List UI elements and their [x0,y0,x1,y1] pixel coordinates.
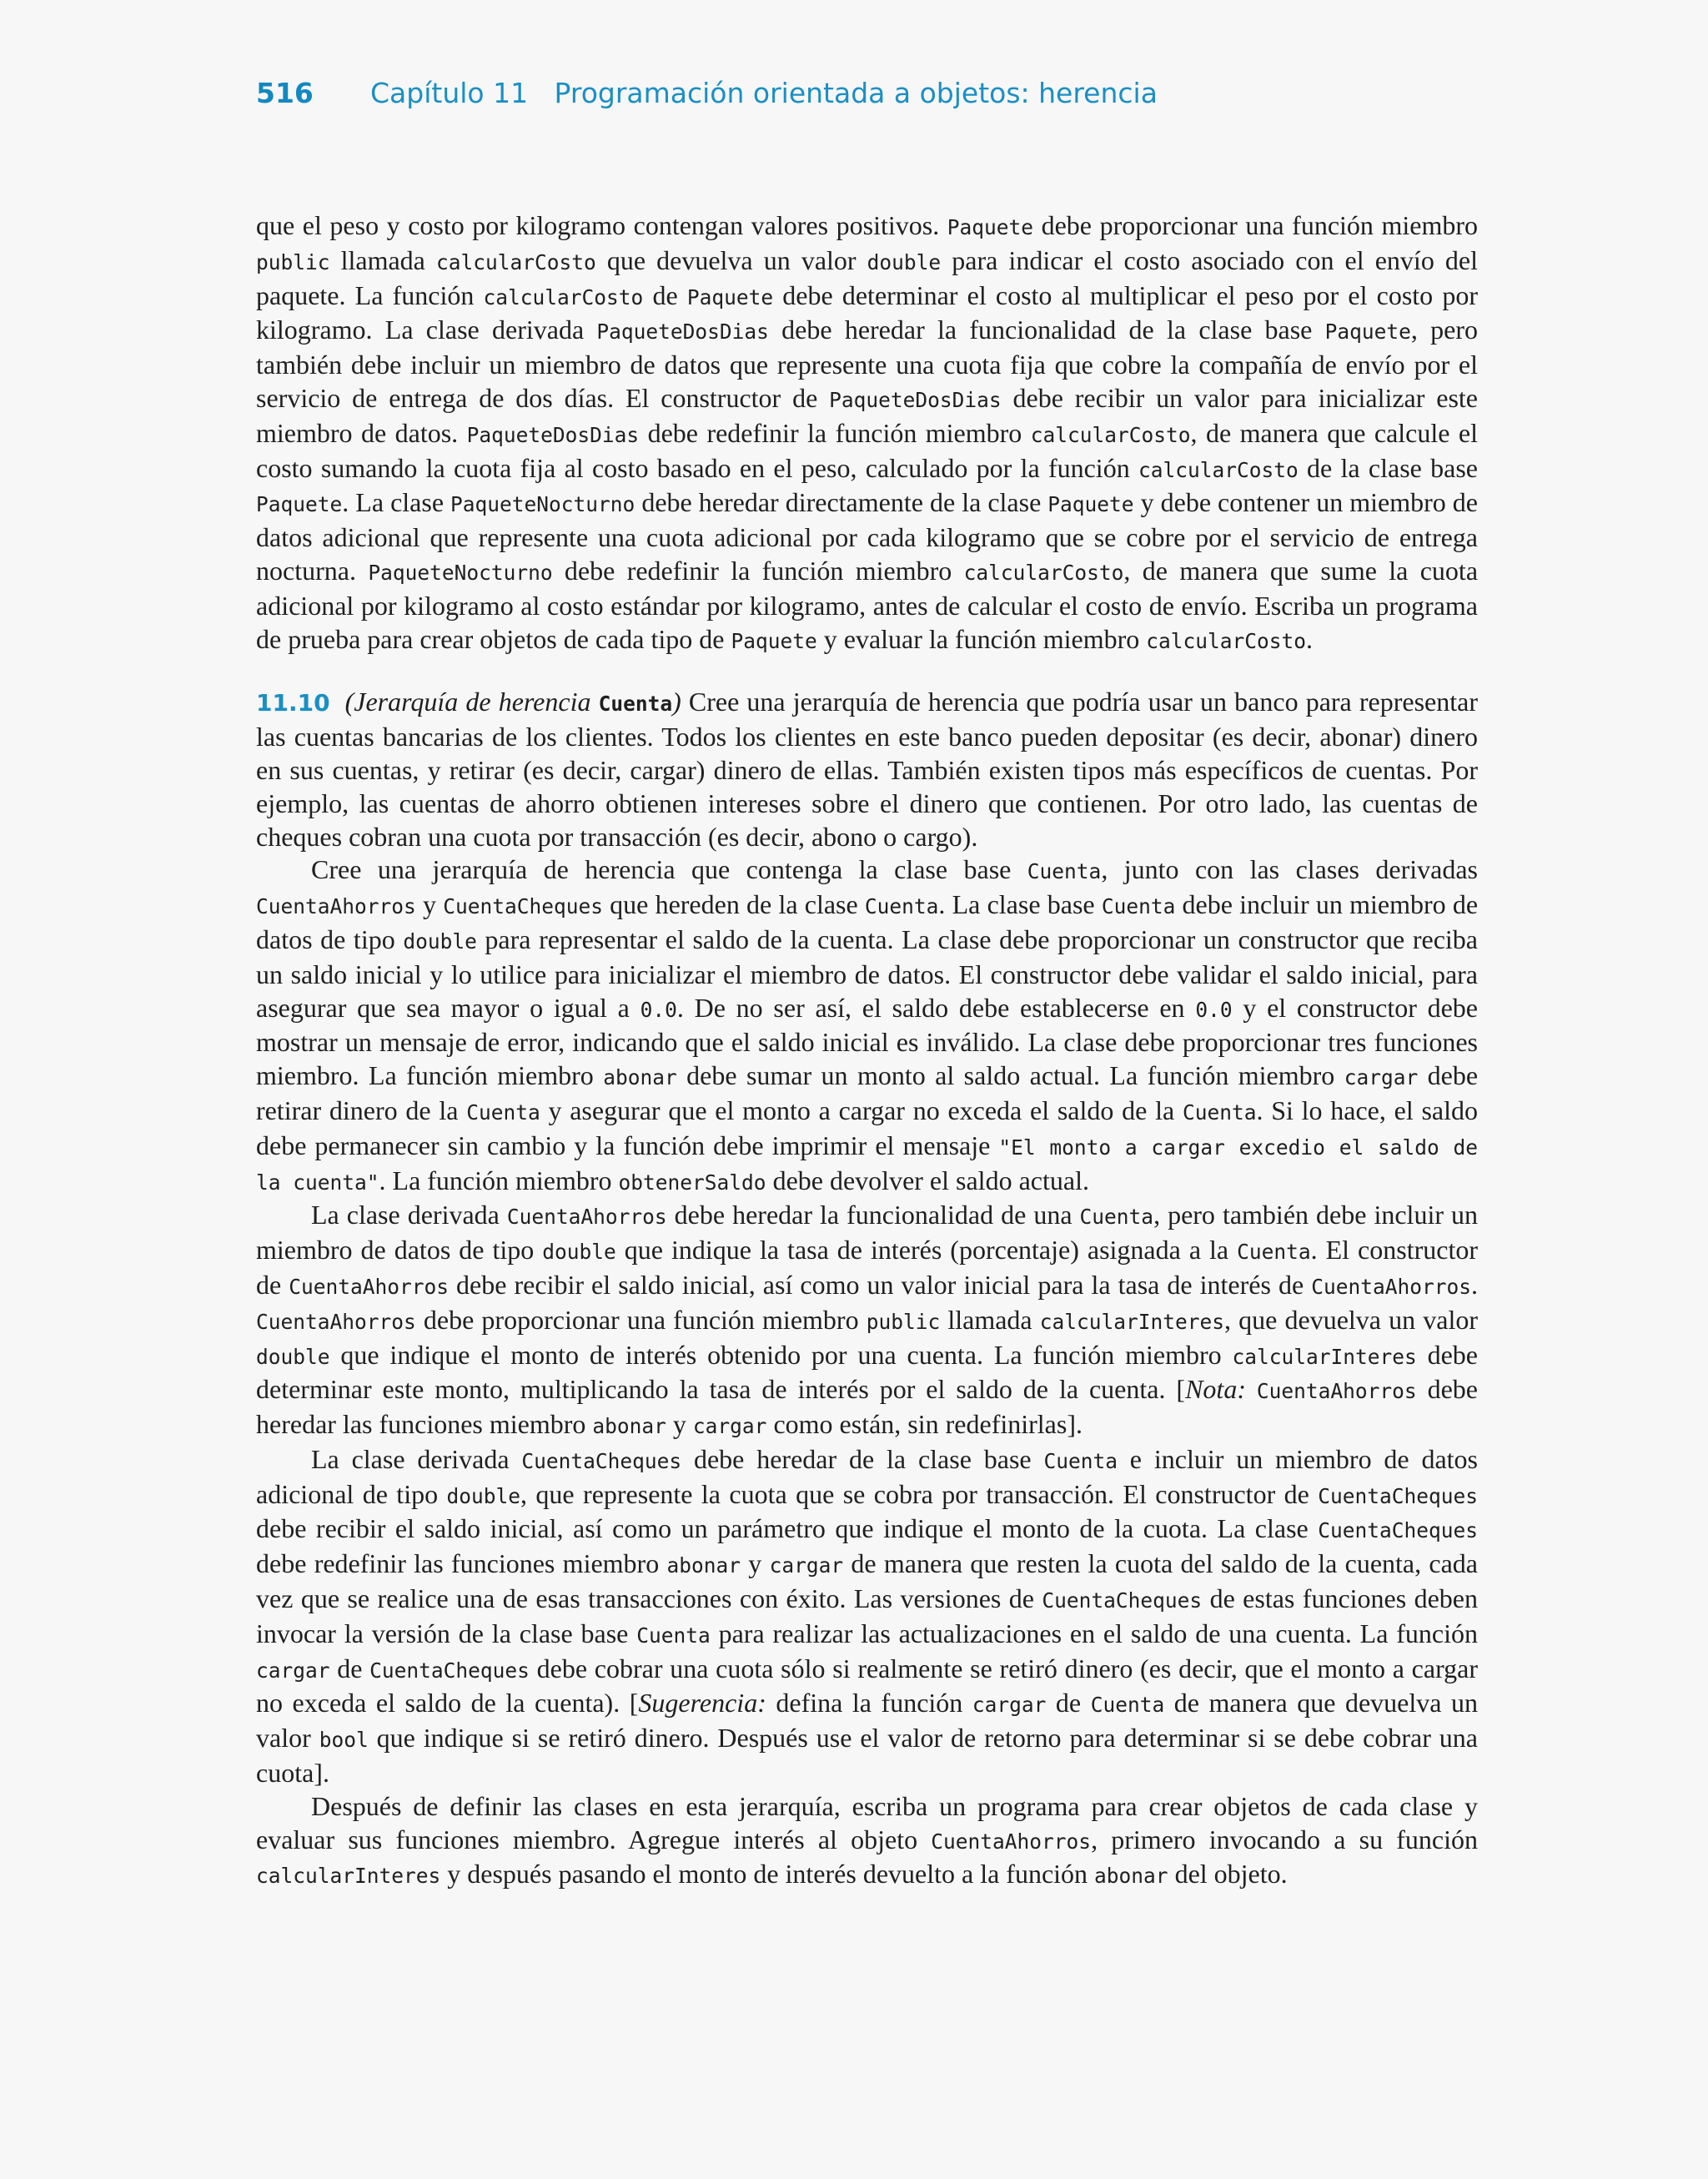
code-identifier: Paquete [731,628,817,653]
paragraph [256,209,1478,657]
text-run: debe redefinir las funciones miembro [256,1548,667,1579]
exercise-number: 11.10 [256,689,330,717]
text-run: debe incluir un miembro de datos de tipo [256,889,1479,954]
text-run: Cree una jerarquía de herencia que contenga la clase base [311,854,1027,885]
text-run: de manera que devuelva un valor [256,1688,1479,1754]
text-run: debe determinar el costo al multiplicar el peso por el costo por kilogramo. La clase derivada [256,279,1478,345]
text-run: . La clase [342,487,451,518]
text-run: debe retirar dinero de la [256,1060,1479,1125]
code-identifier: cargar [256,1658,330,1683]
text-run: debe redefinir la función miembro [552,555,964,586]
text-run: debe heredar la funcionalidad de la clase base [768,315,1325,345]
text-run: llamada [940,1304,1040,1335]
text-run: debe heredar directamente de la clase [635,487,1048,518]
text-run: y asegurar que el monto a cargar no exceda el saldo de la [540,1095,1183,1125]
text-run: como están, sin redefinirlas]. [766,1409,1083,1440]
text-run: , junto con las clases derivadas [1101,854,1479,885]
text-run: debe heredar la funcionalidad de una [666,1200,1080,1230]
code-identifier: PaqueteDosDias [596,320,769,345]
text-run: del objeto. [1168,1859,1288,1890]
text-run: debe heredar de la clase base [681,1443,1044,1474]
text-run: . La función miembro [379,1165,619,1195]
text-run: que hereden de la clase [602,889,865,920]
code-identifier: Cuenta [1090,1693,1165,1718]
code-identifier: abonar [592,1414,666,1439]
code-identifier: CuentaCheques [443,894,603,919]
code-identifier: CuentaAhorros [289,1274,450,1299]
italic-text: ) [672,687,681,717]
text-run: . [1306,623,1314,654]
code-identifier: CuentaCheques [1318,1483,1479,1508]
text-run: de [1046,1688,1091,1719]
paragraph [256,1199,1478,1443]
text-run: . De no ser así, el saldo debe establecerse en [676,992,1196,1023]
code-identifier: CuentaAhorros [1311,1274,1472,1299]
code-identifier: CuentaAhorros [256,894,416,919]
text-run: , pero también debe incluir un miembro de datos que represente una cuota fija que cobre la compañía de envío por el servicio de entrega de dos días. El constructor de [256,315,1478,413]
code-identifier: CuentaAhorros [256,1309,416,1334]
code-identifier: 0.0 [1195,997,1233,1022]
code-identifier: bool [319,1728,369,1753]
code-identifier: Paquete [1047,492,1134,517]
code-identifier: PaqueteNocturno [450,492,635,517]
code-identifier: double [403,928,477,954]
text-run: que el peso y costo por kilogramo contengan valores positivos. [256,210,947,240]
code-identifier: cargar [972,1693,1047,1718]
code-identifier: double [256,1344,330,1369]
code-identifier: cargar [769,1553,844,1578]
text-run: y [415,889,444,920]
code-identifier: abonar [603,1065,677,1090]
code-identifier: Cuenta [636,1623,711,1648]
code-identifier: calcularInteres [1039,1309,1225,1334]
code-identifier: Paquete [686,284,774,309]
code-identifier: "El monto a cargar excedio el saldo de la cuenta" [256,1135,1478,1195]
paragraph [256,853,1478,1199]
code-identifier: PaqueteDosDias [466,422,640,447]
text-run: debe redefinir la función miembro [639,417,1031,448]
text-run: y después pasando el monto de interés devuelto a la función [440,1859,1095,1890]
page-number: 516 [256,77,314,109]
exercise-title-code: Cuenta [598,692,673,717]
text-run: . Si lo hace, el saldo debe permanecer sin cambio y la función debe imprimir el mensaje [256,1095,1479,1160]
text-run: debe recibir un valor para inicializar este miembro de datos. [256,382,1479,448]
text-run: . El constructor de [256,1235,1479,1300]
code-identifier: calcularCosto [1146,628,1307,653]
code-identifier: calcularCosto [1138,457,1299,482]
code-identifier: Cuenta [864,894,939,919]
code-identifier: calcularInteres [256,1864,441,1889]
text-run: de manera que resten la cuota del saldo de la cuenta, cada vez que se realice una de esas transacciones con éxito. Las versiones de [256,1548,1479,1614]
text-run: . [1471,1269,1479,1300]
code-identifier: Cuenta [1237,1240,1311,1265]
code-identifier: Paquete [256,492,343,517]
text-run: que indique el monto de interés obtenido por una cuenta. La función miembro [329,1339,1233,1370]
text-run: de estas funciones deben invocar la versión de la clase base [256,1583,1479,1648]
text-run: , de manera que calcule el costo sumando la cuota fija al costo basado en el peso, calculado por la función [256,417,1479,483]
paragraph [256,1443,1478,1790]
code-identifier: public [256,249,330,274]
text-run [1246,1374,1257,1404]
text-run: de [643,279,687,310]
code-identifier: 0.0 [640,997,677,1022]
code-identifier: calcularCosto [963,560,1124,585]
text-run: debe recibir el saldo inicial, así como un valor inicial para la tasa de interés de [449,1269,1312,1300]
text-run: debe recibir el saldo inicial, así como un parámetro que indique el monto de la cuota. La clase [256,1513,1319,1544]
code-identifier: cargar [1344,1065,1419,1090]
text-run: La clase derivada [311,1200,507,1230]
code-identifier: Cuenta [1043,1448,1118,1473]
text-run: llamada [329,244,436,275]
exercise-title [345,687,681,717]
code-identifier: CuentaCheques [1042,1588,1203,1613]
code-identifier: PaqueteDosDias [829,387,1002,412]
text-run: debe sumar un monto al saldo actual. La función miembro [676,1060,1344,1091]
text-run: , que represente la cuota que se cobra por transacción. El constructor de [520,1478,1319,1509]
code-identifier: abonar [666,1553,741,1578]
text-run: defina la función [766,1688,972,1719]
code-identifier: cargar [692,1414,767,1439]
code-identifier: calcularInteres [1232,1344,1417,1369]
code-identifier: CuentaAhorros [506,1205,667,1230]
code-identifier: Cuenta [1027,859,1102,884]
code-identifier: Paquete [947,215,1034,239]
text-run: de la clase base [1298,452,1479,483]
italic-text: Nota: [1185,1374,1246,1405]
text-run: La clase derivada [311,1443,522,1474]
text-run: debe devolver el saldo actual. [766,1165,1089,1195]
text-run: que indique la tasa de interés (porcentaje) asignada a la [615,1235,1238,1266]
text-run: y debe contener un miembro de datos adicional que represente una cuota adicional por cada kilogramo que se cobre por el servicio de entrega nocturna. [256,487,1479,586]
text-run: , que devuelva un valor [1224,1304,1479,1335]
text-run: para realizar las actualizaciones en el saldo de una cuenta. La función [710,1618,1479,1648]
text-run: y [741,1548,770,1579]
code-identifier: double [867,249,942,274]
code-identifier: obtenerSaldo [618,1170,766,1195]
code-identifier: CuentaAhorros [1256,1379,1417,1404]
code-identifier: CuentaCheques [1318,1518,1478,1543]
text-run: y [666,1409,693,1440]
code-identifier: CuentaAhorros [931,1829,1092,1854]
code-identifier: Cuenta [1079,1205,1154,1230]
code-identifier: calcularCosto [1030,422,1191,447]
code-identifier: calcularCosto [435,249,596,274]
text-run: para indicar el costo asociado con el envío del paquete. La función [256,244,1479,310]
code-identifier: Cuenta [466,1100,540,1125]
text-run: debe proporcionar una función miembro [415,1304,867,1335]
text-run: que devuelva un valor [595,244,867,275]
text-run: de [329,1653,370,1683]
code-identifier: double [542,1240,616,1265]
text-run: , pero también debe incluir un miembro de datos de tipo [256,1200,1479,1266]
text-run: debe heredar las funciones miembro [256,1374,1479,1440]
code-identifier: PaqueteNocturno [368,560,553,585]
text-run: debe determinar este monto, multiplicando la tasa de interés por el saldo de la cuenta. [ [256,1339,1479,1405]
text-run: , primero invocando a su función [1091,1824,1479,1854]
code-identifier: Cuenta [1101,894,1176,919]
text-run: y evaluar la función miembro [816,623,1147,654]
exercise-paragraph [256,686,1478,853]
text-run: , de manera que sume la cuota adicional por kilogramo al costo estándar por kilogramo, antes de calcular el costo de envío. Escriba un programa de prueba para crear objetos de cada tipo de [256,555,1479,654]
text-run: e incluir un miembro de datos adicional de tipo [256,1443,1479,1509]
code-identifier: CuentaCheques [369,1658,530,1683]
text-run: para representar el saldo de la cuenta. La clase debe proporcionar un constructor que reciba un saldo inicial y lo utilice para inicializar el miembro de datos. El constructor debe validar el saldo inicial, para asegurar que sea mayor o igual a [256,923,1479,1023]
text-run: Cree una jerarquía de herencia que podría usar un banco para representar las cuentas bancarias de los clientes. Todos los clientes en este banco pueden depositar (es decir, abonar) dinero en sus cuentas, y retirar (es decir, cargar) dinero de ellas. También existen tipos más específicos de cuentas. Por ejemplo, las cuentas de ahorro obtienen intereses sobre el dinero que contienen. Por otro lado, las cuentas de cheques cobran una cuota por transacción (es decir, abono o cargo). [256,687,1478,852]
text-run: que indique si se retiró dinero. Después use el valor de retorno para determinar si se debe cobrar una cuota]. [256,1723,1479,1789]
text-run: y el constructor debe mostrar un mensaje de error, indicando que el saldo inicial es inválido. La clase debe proporcionar tres funciones miembro. La función miembro [256,992,1479,1091]
running-title: Capítulo 11 Programación orientada a objetos: herencia [370,77,1158,109]
code-identifier: CuentaCheques [521,1448,682,1473]
text-run: debe proporcionar una función miembro [1033,210,1479,240]
code-identifier: public [866,1309,941,1334]
code-identifier: calcularCosto [483,284,644,309]
code-identifier: Paquete [1324,320,1411,345]
text-run: Después de definir las clases en esta jerarquía, escriba un programa para crear objetos de cada clase y evaluar sus funciones miembro. Agregue interés al objeto [256,1790,1478,1854]
body-text [256,209,1478,1893]
italic-text: Sugerencia: [638,1688,766,1719]
code-identifier: Cuenta [1182,1100,1257,1125]
paragraph [256,1790,1478,1893]
code-identifier: double [446,1483,521,1508]
text-run: debe cobrar una cuota sólo si realmente se retiró dinero (es decir, que el monto a cargar no exceda el saldo de la cuenta). [ [256,1653,1479,1719]
italic-text: (Jerarquía de herencia [344,687,599,717]
text-run: . La clase base [938,889,1102,920]
code-identifier: abonar [1094,1864,1168,1889]
